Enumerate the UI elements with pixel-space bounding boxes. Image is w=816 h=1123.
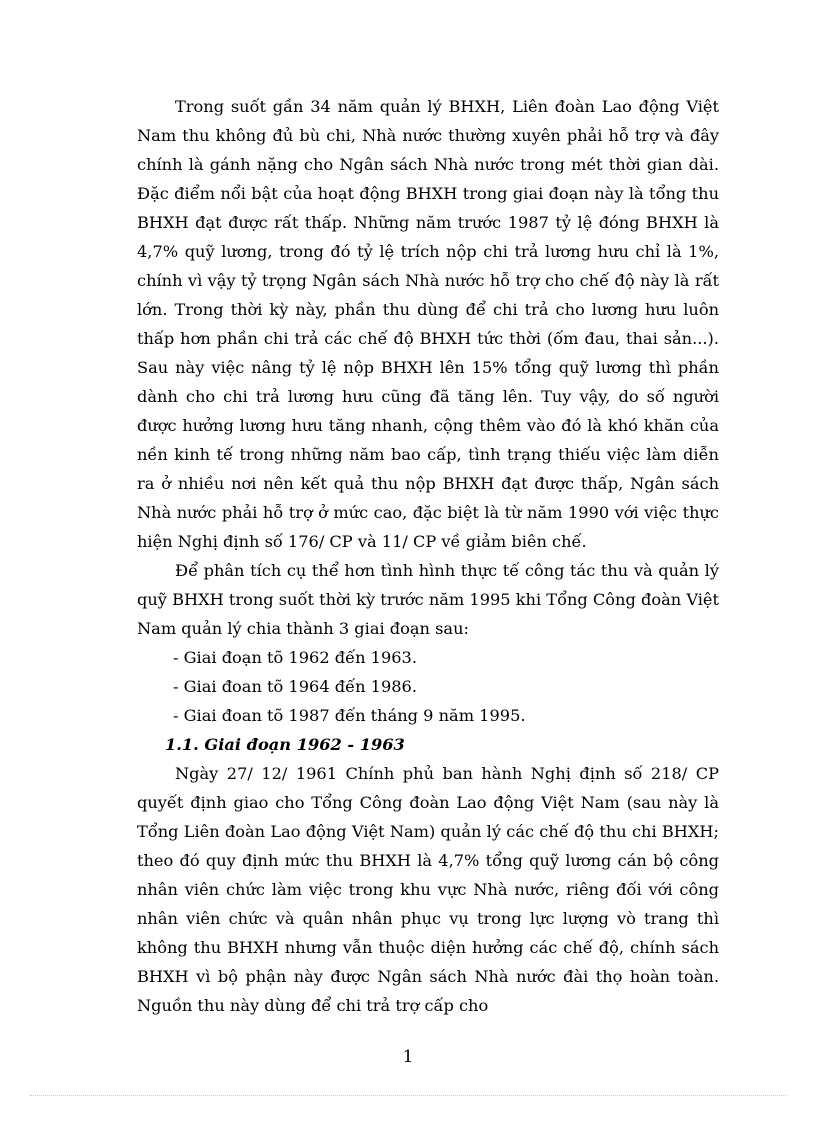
paragraph-analysis-intro: Để phân tích cụ thể hơn tình hình thực tế công tác thu và quản lý quỹ BHXH trong suốt thời kỳ trước năm 1995 khi Tổng Công đoàn Việt Nam quản lý chia thành 3 giai đoạn sau: [137,561,719,638]
paragraph-bhxh-overview: Trong suốt gần 34 năm quản lý BHXH, Liên đoàn Lao động Việt Nam thu không đủ bù chi, Nhà nước thường xuyên phải hỗ trợ và đây chính là gánh nặng cho Ngân sách Nhà nước trong mét thời gian dài. Đặc điểm nổi bật của hoạt động BHXH trong giai đoạn này là tổng thu BHXH đạt được rất thấp. Những năm trước 1987 tỷ lệ đóng BHXH là 4,7% quỹ lương, trong đó tỷ lệ trích nộp chi trả lương hưu chỉ là 1%, chính vì vậy tỷ trọng Ngân sách Nhà nước hỗ trợ cho chế độ này là rất lớn. Trong thời kỳ này, phần thu dùng để chi trả cho lương hưu luôn thấp hơn phần chi trả các chế độ BHXH tức thời (ốm đau, thai sản...). Sau này việc nâng tỷ lệ nộp BHXH lên 15% tổng quỹ lương thì phần dành cho chi trả lương hưu cũng đã tăng lên. Tuy vậy, do số người được hưởng lương hưu tăng nhanh, cộng thêm vào đó là khó khăn của nền kinh tế trong những năm bao cấp, tình trạng thiếu việc làm diễn ra ở nhiều nơi nên kết quả thu nộp BHXH đạt được thấp, Ngân sách Nhà nước phải hỗ trợ ở mức cao, đặc biệt là từ năm 1990 với việc thực hiện Nghị định số 176/ CP và 11/ CP về giảm biên chế. [137,97,719,551]
list-item: - Giai đoan tõ 1964 đến 1986. [173,677,417,696]
page-bottom-divider [30,1095,786,1096]
section-heading: 1.1. Giai đoạn 1962 - 1963 [165,735,405,754]
page-number: 1 [402,1047,414,1067]
paragraph-section-1-1: Ngày 27/ 12/ 1961 Chính phủ ban hành Nghị định số 218/ CP quyết định giao cho Tổng Công đoàn Lao động Việt Nam (sau này là Tổng Liên đoàn Lao động Việt Nam) quản lý các chế độ thu chi BHXH; theo đó quy định mức thu BHXH là 4,7% tổng quỹ lương cán bộ công nhân viên chức làm việc trong khu vực Nhà nước, riêng đối với công nhân viên chức và quân nhân phục vụ trong lực lượng vò trang thì không thu BHXH nhưng vẫn thuộc diện hưởng các chế độ, chính sách BHXH vì bộ phận này được Ngân sách Nhà nước đài thọ hoàn toàn. Nguồn thu này dùng để chi trả trợ cấp cho [137,764,719,1015]
list-item: - Giai đoan tõ 1987 đến tháng 9 năm 1995. [173,706,526,725]
body-text [137,92,719,1020]
period-list [137,643,719,730]
list-item: - Giai đoạn tõ 1962 đến 1963. [173,648,417,667]
